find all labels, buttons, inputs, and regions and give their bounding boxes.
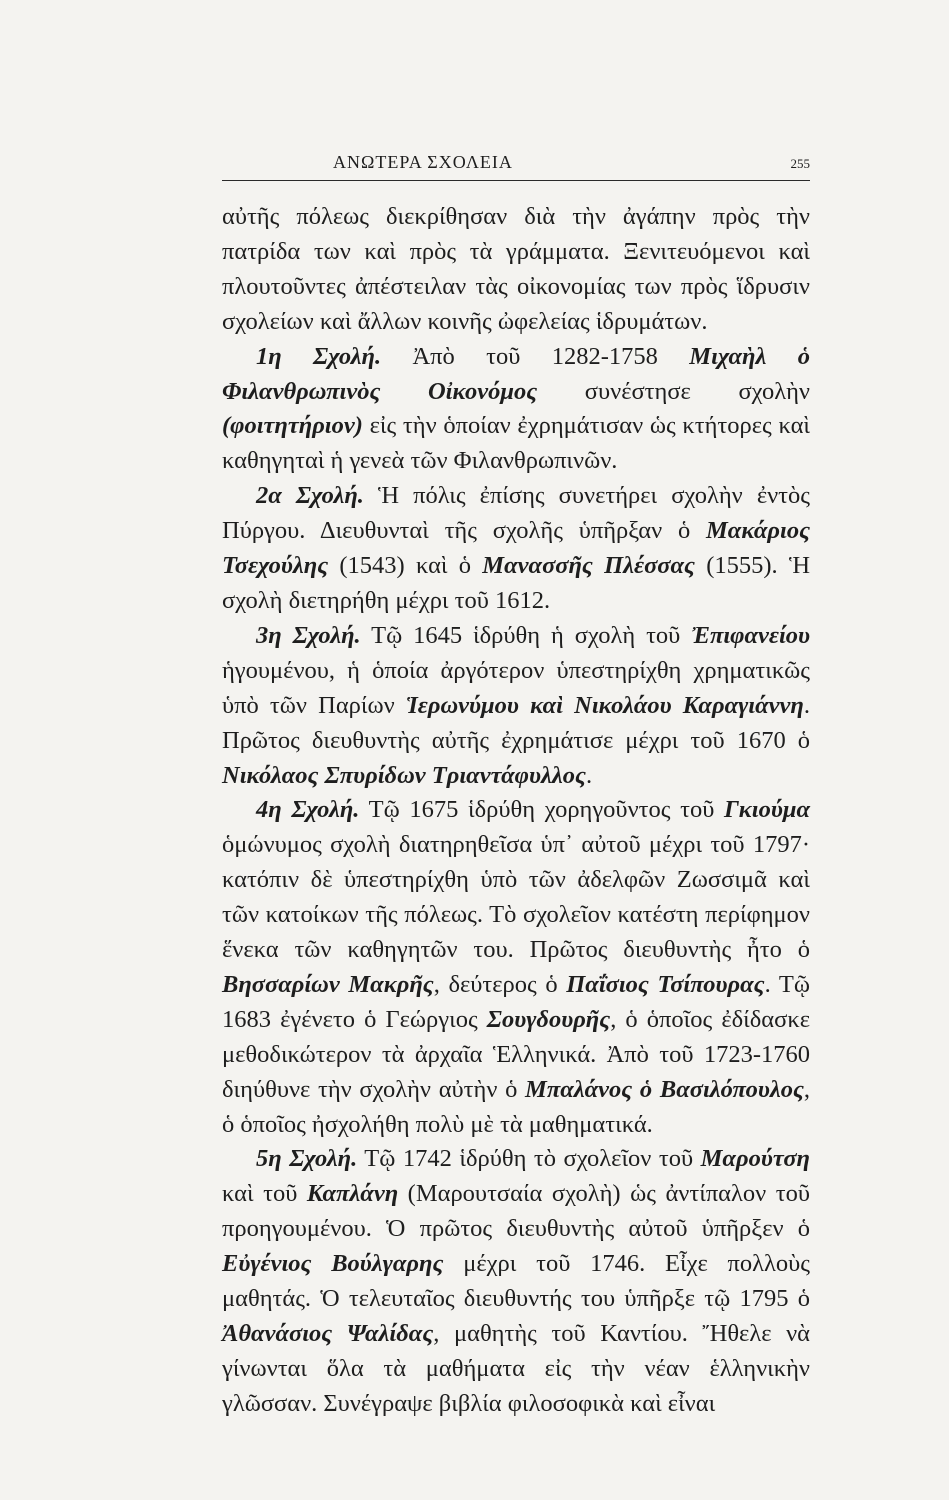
body-text (222, 200, 810, 1422)
s2-text-2: (1543) καὶ ὁ (328, 552, 483, 580)
s3-name-1: Ἐπιφανείου (691, 621, 810, 649)
running-title: ΑΝΩΤΕΡΑ ΣΧΟΛΕΙΑ (333, 152, 513, 172)
s4-name-3: Παΐσιος Τσίπουρας (566, 970, 765, 998)
s4-text-1: Τῷ 1675 ἱδρύθη χορηγοῦντος τοῦ (359, 796, 724, 824)
s2-text-1: Ἡ πόλις ἐπίσης συνετήρει σχολὴν ἐντὸς Πύργου. Διευθυνταὶ τῆς σχολῆς ὑπῆρξαν ὁ (222, 482, 810, 545)
s3-name-3: Νικόλαος Σπυρίδων Τριαντάφυλλος (222, 761, 586, 789)
s1-text-3: εἰς τὴν ὁποίαν ἐχρημάτισαν ὡς κτήτορες καὶ καθηγηταὶ ἡ γενεὰ τῶν Φιλανθρωπινῶν. (222, 412, 810, 475)
section-3-label: 3η Σχολή. (256, 621, 361, 649)
s1-text-1: Ἀπὸ τοῦ 1282-1758 (381, 342, 690, 370)
s5-text-3: (Μαρουτσαία σχολὴ) ὡς ἀντίπαλον τοῦ προηγουμένου. Ὁ πρῶτος διευθυντὴς αὐτοῦ ὑπῆρξεν ὁ (222, 1180, 810, 1243)
s3-text-1: Τῷ 1645 ἱδρύθη ἡ σχολὴ τοῦ (360, 621, 692, 649)
s2-name-2: Μανασσῆς Πλέσσας (482, 552, 695, 580)
s4-text-2: ὁμώνυμος σχολὴ διατηρηθεῖσα ὑπ᾽ αὐτοῦ μέχρι τοῦ 1797· κατόπιν δὲ ὑπεστηρίχθη ὑπὸ τῶν ἀδελφῶν Ζωσσιμᾶ καὶ τῶν κατοίκων τῆς πόλεως. Τὸ σχολεῖον κατέστη περίφημον ἕνεκα τῶν καθηγητῶν του. Πρῶτος διευθυντὴς ἦτο ὁ (222, 831, 810, 964)
s1-name-1: Μιχαὴλ ὁ Φιλανθρωπινὸς Οἰκονόμος (222, 342, 810, 405)
section-4-paragraph (222, 793, 810, 1142)
s5-name-2: Καπλάνη (306, 1180, 399, 1208)
s4-name-1: Γκιούμα (723, 796, 810, 824)
page-number: 255 (790, 156, 810, 171)
s5-name-3: Εὐγένιος Βούλγαρης (222, 1250, 444, 1278)
s4-text-6: , ὁ ὁποῖος ἠσχολήθη πολὺ μὲ τὰ μαθηματικά. (222, 1075, 810, 1138)
section-3-paragraph (222, 619, 810, 794)
s4-text-4: . Τῷ 1683 ἐγένετο ὁ Γεώργιος (222, 970, 811, 1033)
section-1-label: 1η Σχολή. (256, 342, 382, 370)
s5-text-5: , μαθητὴς τοῦ Καντίου. Ἤθελε νὰ γίνωνται ὅλα τὰ μαθήματα εἰς τὴν νέαν ἑλληνικὴν γλῶσσαν. Συνέγραψε βιβλία φιλοσοφικὰ καὶ εἶναι (222, 1320, 811, 1417)
s4-name-4: Σουγδουρῆς (486, 1005, 611, 1033)
s3-text-2: ἡγουμένου, ἡ ὁποία ἀργότερον ὑπεστηρίχθη χρηματικῶς ὑπὸ τῶν Παρίων (222, 656, 810, 719)
s5-text-4: μέχρι τοῦ 1746. Εἶχε πολλοὺς μαθητάς. Ὁ τελευταῖος διευθυντής του ὑπῆρξε τῷ 1795 ὁ (222, 1250, 810, 1313)
s4-name-2: Βησσαρίων Μακρῆς (222, 970, 434, 998)
s4-name-5: Μπαλάνος ὁ Βασιλόπουλος (525, 1075, 804, 1103)
s1-name-2: (φοιτητήριον) (222, 412, 363, 440)
s1-text-2: συνέστησε σχολὴν (537, 377, 811, 405)
s5-name-1: Μαρούτση (700, 1145, 810, 1173)
section-1-paragraph (222, 340, 810, 480)
s5-name-4: Ἀθανάσιος Ψαλίδας (222, 1320, 434, 1347)
s5-text-2: καὶ τοῦ (222, 1180, 307, 1208)
s2-text-3: (1555). Ἡ σχολὴ διετηρήθη μέχρι τοῦ 1612. (222, 552, 810, 614)
s4-text-5: , ὁ ὁποῖος ἐδίδασκε μεθοδικώτερον τὰ ἀρχαῖα Ἑλληνικά. Ἀπὸ τοῦ 1723-1760 διηύθυνε τὴν σχολὴν αὐτὴν ὁ (222, 1005, 810, 1103)
s3-text-3: . Πρῶτος διευθυντὴς αὐτῆς ἐχρημάτισε μέχρι τοῦ 1670 ὁ (222, 691, 810, 754)
s5-text-1: Τῷ 1742 ἱδρύθη τὸ σχολεῖον τοῦ (357, 1145, 701, 1173)
s3-name-2: Ἱερωνύμου καὶ Νικολάου Καραγιάννη (405, 691, 804, 719)
section-5-paragraph (222, 1142, 810, 1421)
s2-name-1: Μακάριος Τσεχούλης (222, 517, 810, 580)
section-2-paragraph (222, 479, 810, 619)
intro-paragraph (222, 200, 810, 340)
section-2-label: 2α Σχολή. (256, 482, 364, 510)
section-5-label: 5η Σχολή. (256, 1145, 358, 1173)
section-4-label: 4η Σχολή. (256, 796, 360, 824)
intro-text: αὐτῆς πόλεως διεκρίθησαν διὰ τὴν ἀγάπην πρὸς τὴν πατρίδα των καὶ πρὸς τὰ γράμματα. Ξενιτευόμενοι καὶ πλουτοῦντες ἀπέστειλαν τὰς οἰκονομίας των πρὸς ἵδρυσιν σχολείων καὶ ἄλλων κοινῆς ὠφελείας ἱδρυμάτων. (222, 203, 810, 335)
s4-text-3: , δεύτερος ὁ (433, 970, 567, 998)
page-header (222, 150, 810, 181)
s3-text-4: . (585, 761, 593, 789)
